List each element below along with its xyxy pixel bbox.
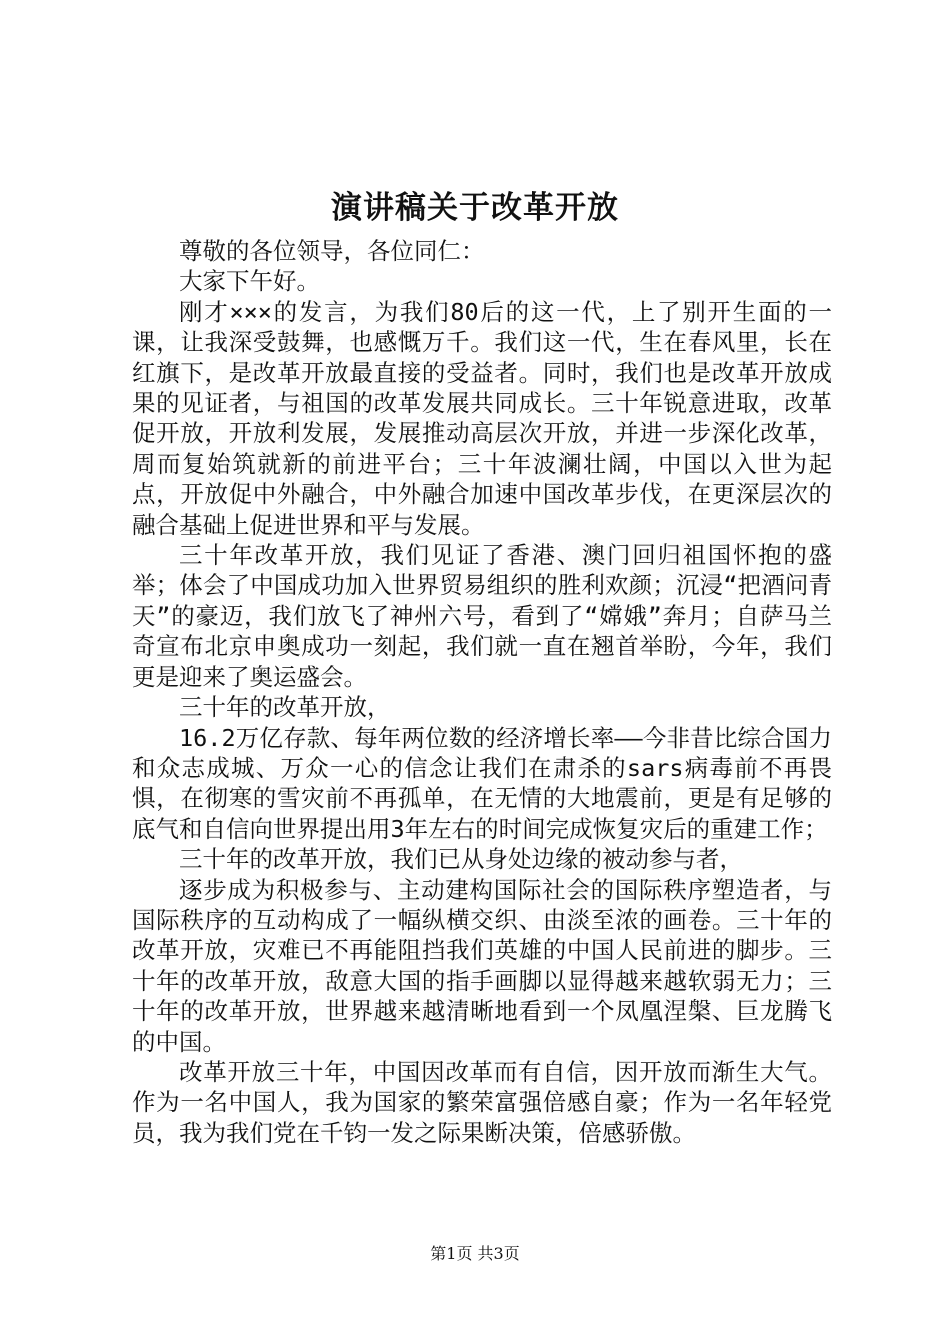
paragraph: 三十年的改革开放，: [179, 693, 391, 722]
paragraph: 三十年的改革开放，我们已从身处边缘的被动参与者，: [179, 845, 743, 874]
page-number-footer: 第1页 共3页: [430, 1244, 520, 1263]
paragraph-salutation: 尊敬的各位领导，各位同仁：: [179, 237, 485, 265]
paragraph: 改革开放三十年，中国因改革而有自信，因开放而渐生大气。作为一名中国人，我为国家的繁荣富强倍感自豪；作为一名年轻党员，我为我们党在千钧一发之际果断决策，倍感骄傲。: [132, 1057, 832, 1147]
paragraph: 三十年改革开放，我们见证了香港、澳门回归祖国怀抱的盛举；体会了中国成功加入世界贸易组织的胜利欢颜；沉浸“把酒问青天”的豪迈，我们放飞了神州六号，看到了“嫦娥”奔月；自萨马兰奇宣布北京申奥成功一刻起，我们就一直在翘首举盼，今年，我们更是迎来了奥运盛会。: [132, 541, 832, 691]
paragraph: 16.2万亿存款、每年两位数的经济增长率——今非昔比综合国力和众志成城、万众一心的信念让我们在肃杀的sars病毒前不再畏惧，在彻寒的雪灾前不再孤单，在无情的大地震前，更是有足够的底气和自信向世界提出用3年左右的时间完成恢复灾后的重建工作；: [132, 723, 832, 843]
page-title: 演讲稿关于改革开放: [331, 190, 619, 226]
paragraph: 刚才×××的发言，为我们80后的这一代，上了别开生面的一课，让我深受鼓舞，也感慨万千。我们这一代，生在春风里，长在红旗下，是改革开放最直接的受益者。同时，我们也是改革开放成果的见证者，与祖国的改革发展共同成长。三十年锐意进取，改革促开放，开放利发展，发展推动高层次开放，并进一步深化改革，周而复始筑就新的前进平台；三十年波澜壮阔，中国以入世为起点，开放促中外融合，中外融合加速中国改革步伐，在更深层次的融合基础上促进世界和平与发展。: [132, 297, 832, 539]
paragraph: 逐步成为积极参与、主动建构国际社会的国际秩序塑造者，与国际秩序的互动构成了一幅纵横交织、由淡至浓的画卷。三十年的改革开放，灾难已不再能阻挡我们英雄的中国人民前进的脚步。三十年的改革开放，敌意大国的指手画脚以显得越来越软弱无力；三十年的改革开放，世界越来越清晰地看到一个凤凰涅槃、巨龙腾飞的中国。: [132, 875, 832, 1056]
paragraph-greeting: 大家下午好。: [179, 267, 320, 296]
document-body: [132, 236, 832, 1148]
